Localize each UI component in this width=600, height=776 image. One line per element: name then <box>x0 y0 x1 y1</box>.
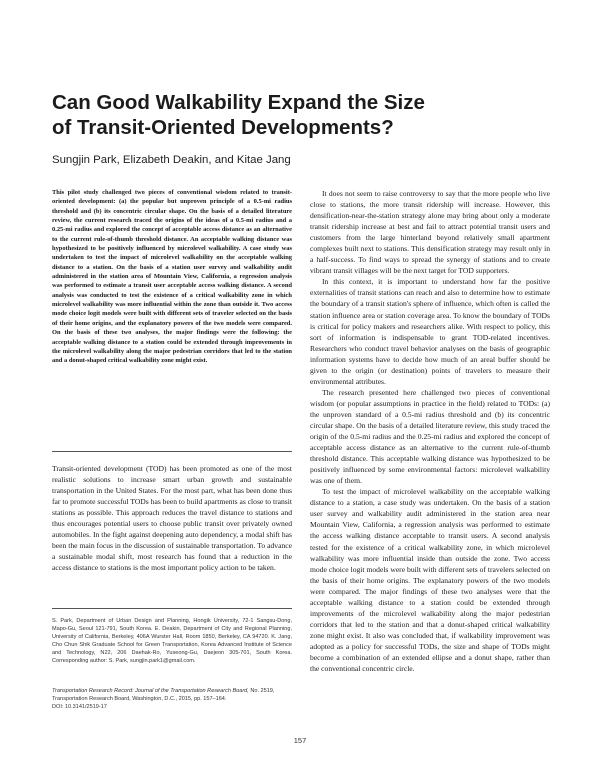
abstract <box>52 188 292 366</box>
footnote-divider <box>52 608 292 609</box>
author-affiliations <box>52 617 292 665</box>
body-paragraph-4: To test the impact of microlevel walkability on the acceptable walking distance to a station, a case study was undertaken. On the basis of a station user survey and walkability audit administered in the station area near Mountain View, California, a regression analysis was performed to estimate the access walking distance acceptable to transit users. A second analysis tested for the existence of a critical walkability zone, in which microlevel walkability was more influential inside than outside the zone. Two access mode choice logit models were built with different sets of travelers selected on the basis of their home origins. The explanatory powers of the two models were compared. The major findings of these two analyses were that the acceptable walking distance to a station could be extended through improvements of the microlevel walkability along the major pedestrian corridors that led to the station and that a donut-shaped critical walkability zone might exist. It also was concluded that, if walkability improvement was adopted as a policy for successful TODs, the size and shape of TODs might become a combination of an extended ellipse and a donut shape, rather than the conventional concentric circle. <box>310 487 550 674</box>
abstract-divider <box>52 451 292 452</box>
citation-details: No. 2519, Transportation Research Board, Washington, D.C., 2015, pp. 157–164. <box>52 688 275 703</box>
body-paragraph-1: It does not seem to raise controversy to say that the more people who live close to stations, the more transit ridership will increase. However, this densification-near-the-station strategy alone may bring about only a moderate transit ridership increase at best and fail to attract potential transit users and customers from the large hinterland beyond relatively small apartment complexes built next to stations. This densification strategy may result only in a half-success. To find ways to spread the synergy of stations and to create vibrant transit villages will be the next target for TOD supporters. <box>310 189 550 276</box>
intro-paragraph: Transit-oriented development (TOD) has been promoted as one of the most realistic solutions to increase smart urban growth and sustainable transportation in the United States. For the most part, what has been done thus far to promote successful TODs has been to build apartments as close to transit stations as possible. This approach reduces the travel distance to stations and thus encourages potential users to choose public transit over privately owned automobiles. In the fight against deepening auto dependency, a modal shift has been the main focus in the discussion of sustainable transportation. To advance a sustainable modal shift, most research has found that a reduction in the access distance to stations is the most important policy action to be taken. <box>52 464 292 573</box>
body-right-column <box>310 188 550 674</box>
body-paragraph-3: The research presented here challenged two pieces of conventional wisdom (or popular assumptions in practice in the field) related to TODs: (a) the unproven standard of a 0.5-mi radius threshold and (b) its concentric circular shape. On the basis of a detailed literature review, this study traced the origin of the 0.5-mi radius and the 0.25-mi radius and explored the concept of acceptable access distance as an alternative to the current rule-of-thumb threshold distance. This acceptable walking distance was hypothesized to be positively influenced by some environmental factors: microlevel walkability was one of them. <box>310 387 550 486</box>
citation-block <box>52 687 292 711</box>
title-line-1: Can Good Walkability Expand the Size <box>52 91 425 114</box>
author-list: Sungjin Park, Elizabeth Deakin, and Kitae Jang <box>52 154 291 166</box>
title-line-2: of Transit-Oriented Developments? <box>52 116 394 139</box>
affiliation-text: S. Park, Department of Urban Design and Planning, Hongik University, 72-1 Sangsu-Dong, Mapo-Gu, Seoul 121-791, South Korea. E. Deakin, Department of City and Regional Planning, University of California, Berkeley, 406A Wurster Hall, Room 1850, Berkeley, CA 94720. K. Jang, Cho Chun Shik Graduate School for Green Transportation, Korea Advanced Institute of Science and Technology, N22, 206 Daehak-Ro, Yuseong-Gu, Daejeon 305-701, South Korea. Corresponding author: S. Park, sungjin.park1@gmail.com. <box>52 618 292 665</box>
body-paragraph-2: In this context, it is important to understand how far the positive externalities of transit stations can reach and also to determine how to estimate the boundary of a transit station's sphere of influence, which often is called the station influence area or station coverage area. To know the boundary of TODs is critical for policy makers and researchers alike. With respect to policy, this sort of information is indispensable to grant TOD-related incentives. Researchers who conduct travel behavior analyses on the basis of geographic information systems have to decide how much of an areal buffer should be given to the origin (or destination) points of travelers to measure their environmental attributes. <box>310 277 550 386</box>
citation-journal: Transportation Research Record: Journal of the Transportation Research Board, <box>52 688 249 694</box>
abstract-text: This pilot study challenged two pieces of conventional wisdom related to transit-oriented development: (a) the popular but unproven principle of a 0.5-mi radius threshold and (b) its concentric circular shape. On the basis of a detailed literature review, the current research traced the origins of the ideas of a 0.5-mi radius and a 0.25-mi radius and explored the concept of acceptable access distance as an alternative to the current rule-of-thumb threshold distance. An acceptable walking distance was hypothesized to be positively influenced by microlevel walkability. A case study was undertaken to test the impact of microlevel walkability on the acceptable walking distance to a station. On the basis of a station user survey and walkability audit administered in the station area of Mountain View, California, a regression analysis was performed to estimate a transit user acceptable access walking distance. A second analysis was conducted to test the existence of a critical walkability zone in which microlevel walkability was more influential within the zone than outside it. Two access mode choice logit models were built with different sets of traveler selected on the basis of their home origins, and the explanatory powers of the two models were compared. On the basis of these two analyses, the major findings were the following: the acceptable walking distance to a station could be extended through improvements in the microlevel walkability along the major pedestrian corridors that led to the station and a donut-shaped critical walkability zone might exist. <box>52 189 292 365</box>
page-number: 157 <box>293 736 307 745</box>
paper-title <box>52 90 552 140</box>
citation-doi: DOI: 10.3141/2519-17 <box>52 704 107 711</box>
introduction <box>52 463 292 573</box>
